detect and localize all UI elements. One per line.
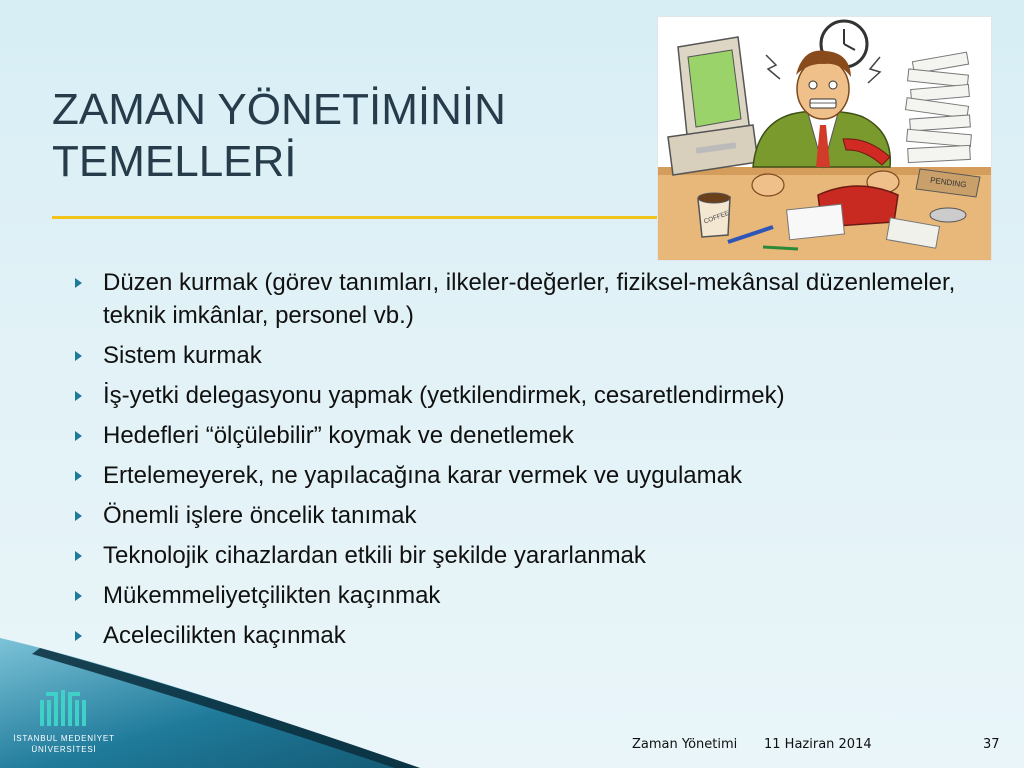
bullet-arrow-icon	[75, 278, 82, 288]
footer-date: 11 Haziran 2014	[764, 737, 872, 752]
list-item	[72, 459, 972, 492]
list-item	[72, 339, 972, 372]
footer-title: Zaman Yönetimi	[632, 737, 738, 752]
list-item	[72, 539, 972, 572]
bullet-text: Hedefleri “ölçülebilir” koymak ve denetlemek	[103, 422, 574, 449]
list-item	[72, 266, 972, 332]
bullet-arrow-icon	[75, 471, 82, 481]
title-divider	[52, 216, 658, 219]
bullet-text: Önemli işlere öncelik tanımak	[103, 502, 417, 529]
bullet-arrow-icon	[75, 551, 82, 561]
bullet-text: Düzen kurmak (görev tanımları, ilkeler-değerler, fiziksel-mekânsal düzenlemeler, teknik imkânlar, personel vb.)	[103, 269, 956, 329]
bullet-arrow-icon	[75, 591, 82, 601]
bullet-text: Mükemmeliyetçilikten kaçınmak	[103, 582, 441, 609]
slide-title-line-2: TEMELLERİ	[52, 137, 297, 186]
list-item	[72, 419, 972, 452]
bullet-text: Acelecilikten kaçınmak	[103, 622, 346, 649]
bullet-arrow-icon	[75, 351, 82, 361]
list-item	[72, 579, 972, 612]
bullet-text: Teknolojik cihazlardan etkili bir şekilde yararlanmak	[103, 542, 646, 569]
page-number: 37	[983, 737, 1000, 752]
list-item	[72, 379, 972, 412]
bullet-text: İş-yetki delegasyonu yapmak (yetkilendirmek, cesaretlendirmek)	[103, 382, 785, 409]
bullet-text: Sistem kurmak	[103, 342, 262, 369]
bullet-arrow-icon	[75, 431, 82, 441]
pending-tray-label: PENDING	[929, 175, 967, 190]
bullet-arrow-icon	[75, 391, 82, 401]
bullet-list	[72, 266, 972, 659]
coffee-mug-label: COFFEE	[702, 209, 731, 226]
university-name-line-1: İSTANBUL MEDENİYET	[13, 734, 115, 743]
stressed-office-worker-icon	[658, 17, 991, 260]
list-item	[72, 499, 972, 532]
university-name-line-2: ÜNİVERSİTESİ	[31, 745, 97, 754]
bullet-arrow-icon	[75, 511, 82, 521]
bullet-text: Ertelemeyerek, ne yapılacağına karar vermek ve uygulamak	[103, 462, 742, 489]
slide-title-line-1: ZAMAN YÖNETİMİNİN	[52, 85, 506, 134]
slide-title	[52, 84, 612, 188]
